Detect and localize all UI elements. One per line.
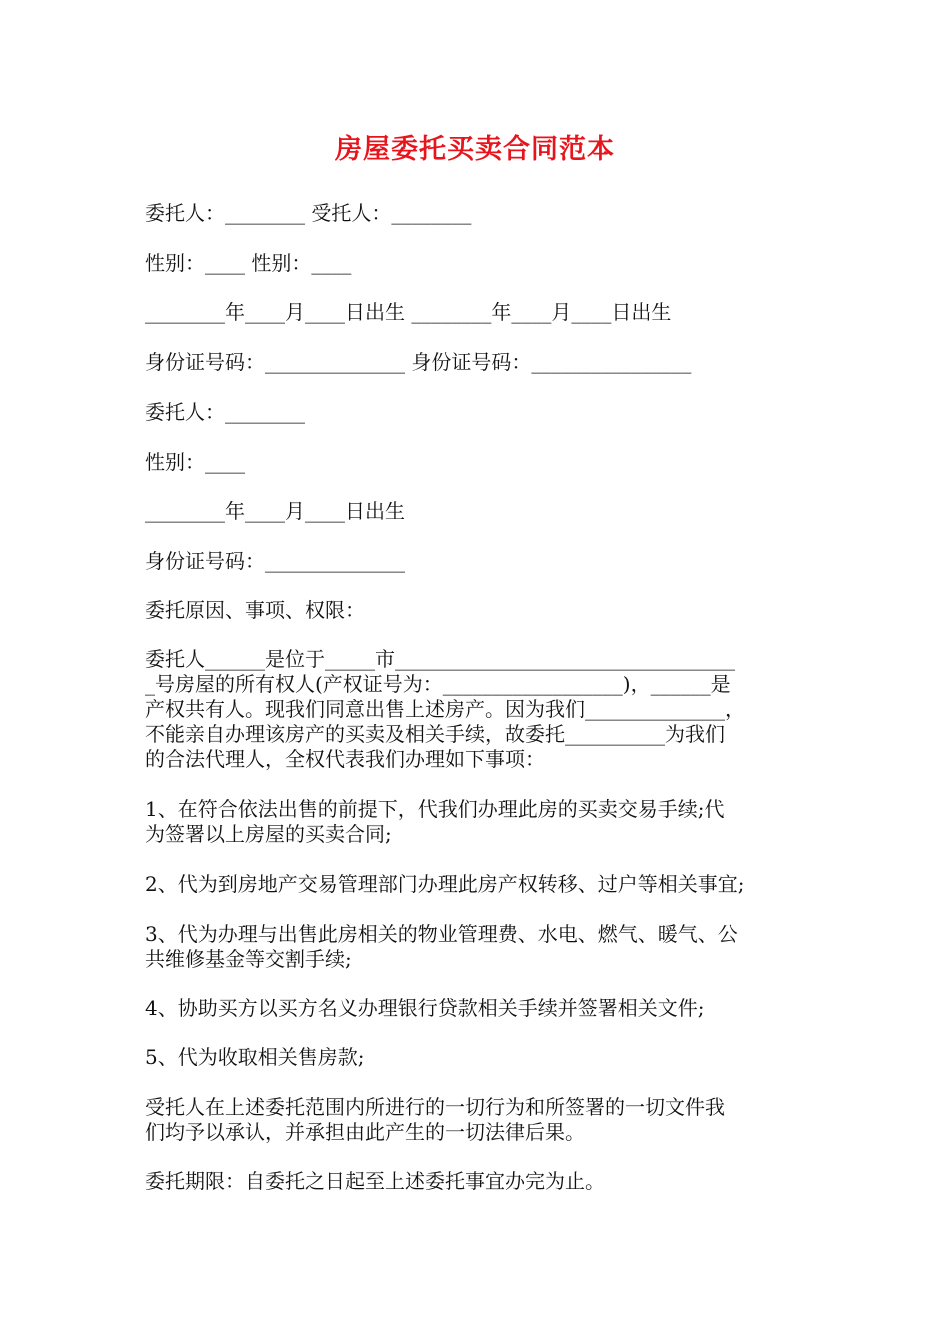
id-number-line: 身份证号码：______________ [145, 549, 405, 573]
acknowledgement-paragraph [145, 1095, 815, 1145]
term-line [145, 1169, 815, 1194]
paragraph-line: 3、代为办理与出售此房相关的物业管理费、水电、燃气、暖气、公 [145, 922, 738, 946]
paragraph-line: _号房屋的所有权人(产权证号为：__________________)，______是 [145, 672, 731, 696]
birth-date-line: ________年____月____日出生 [145, 499, 405, 523]
document-title: 房屋委托买卖合同范本 [335, 134, 615, 165]
principal-trustee-line: 委托人：________ 受托人：________ [145, 201, 472, 225]
list-item-3 [145, 922, 815, 972]
reason-heading: 委托原因、事项、权限： [145, 598, 365, 622]
paragraph-line: 委托期限：自委托之日起至上述委托事宜办完为止。 [145, 1169, 605, 1193]
paragraph-line: 不能亲自办理该房产的买卖及相关手续，故委托__________为我们 [145, 722, 725, 746]
paragraph-line: 的合法代理人，全权代表我们办理如下事项： [145, 747, 545, 771]
paragraph-line: 委托人______是位于_____市__________________________________ [145, 647, 735, 671]
paragraph-line: 产权共有人。现我们同意出售上述房产。因为我们______________， [145, 697, 745, 721]
paragraph-line: 5、代为收取相关售房款; [145, 1045, 365, 1069]
paragraph-line: 受托人在上述委托范围内所进行的一切行为和所签署的一切文件我 [145, 1095, 725, 1119]
id-number-pair-line: 身份证号码：______________ 身份证号码：________________ [145, 350, 692, 374]
paragraph-line: 共维修基金等交割手续; [145, 947, 352, 971]
principal-line: 委托人：________ [145, 400, 305, 424]
paragraph-line: 4、协助买方以买方名义办理银行贷款相关手续并签署相关文件; [145, 996, 705, 1020]
list-item-4 [145, 996, 815, 1021]
paragraph-line: 1、在符合依法出售的前提下，代我们办理此房的买卖交易手续;代 [145, 797, 725, 821]
paragraph-line: 们均予以承认，并承担由此产生的一切法律后果。 [145, 1120, 585, 1144]
intro-paragraph [145, 647, 815, 772]
paragraph-line: 为签署以上房屋的买卖合同; [145, 822, 392, 846]
birth-date-pair-line: ________年____月____日出生 ________年____月____日出生 [145, 300, 672, 324]
list-item-5 [145, 1045, 815, 1070]
list-item-1 [145, 797, 815, 847]
paragraph-line: 2、代为到房地产交易管理部门办理此房产权转移、过户等相关事宜; [145, 872, 745, 896]
gender-line: 性别：____ [145, 450, 245, 474]
gender-pair-line: 性别：____ 性别：____ [145, 251, 352, 275]
list-item-2 [145, 872, 815, 897]
